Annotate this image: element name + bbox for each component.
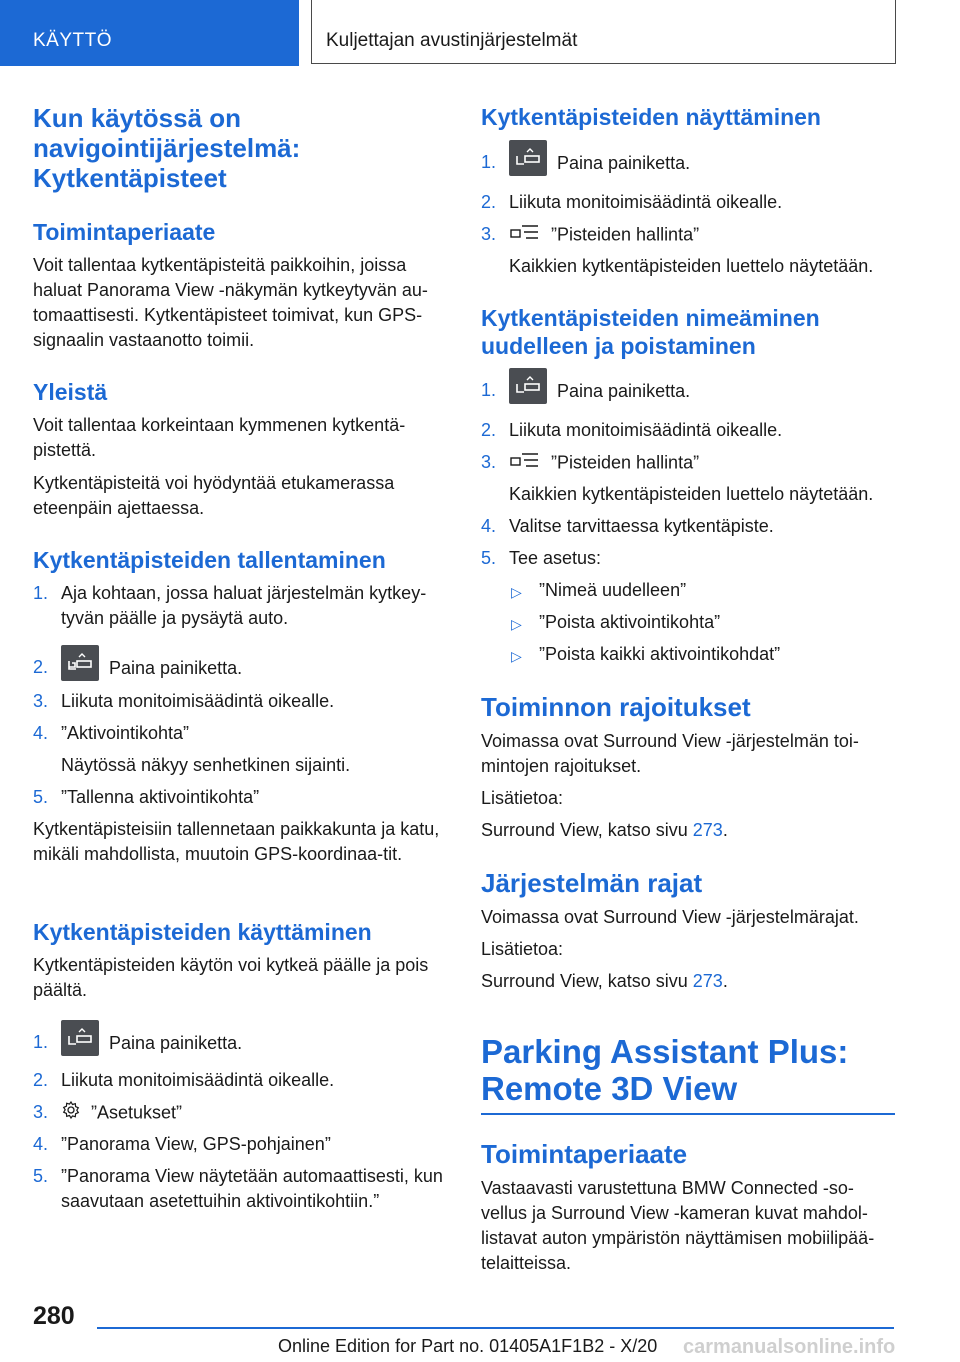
save-heading: Kytkentäpisteiden tallentaminen (33, 547, 386, 573)
camera-button-icon (509, 140, 547, 176)
limits-text: Voimassa ovat Surround View -järjestelmän toi-mintojen rajoitukset. (481, 731, 859, 776)
limits-ref: Surround View, katso sivu 273. (481, 820, 728, 840)
settings-gear-icon (61, 1100, 81, 1127)
header-section-tab (0, 0, 299, 66)
limits-heading: Toiminnon rajoitukset (481, 692, 751, 722)
general-text-2: Kytkentäpisteitä voi hyödyntää etukamerassa eteenpäin ajettaessa. (33, 473, 395, 518)
save-after-text: Kytkentäpisteisiin tallennetaan paikkakunta ja katu, mikäli mahdollista, muutoin GPS-koordinaa-tit. (33, 819, 440, 864)
header-chapter-label: Kuljettajan avustinjärjestelmät (326, 30, 578, 51)
camera-button-icon (61, 645, 99, 681)
bounds-more: Lisätietoa: (481, 939, 564, 959)
limits-more: Lisätietoa: (481, 788, 564, 808)
watermark: carmanualsonline.info (683, 1336, 896, 1358)
principle-text: Voit tallentaa kytkentäpisteitä paikkoihin, joissa haluat Panorama View -näkymän kytkeytyvän au-tomaattisesti. Kytkentäpisteet toimivat, kun GPS-signaalin vastaanotto toimii. (33, 255, 428, 350)
bounds-heading: Järjestelmän rajat (481, 868, 703, 898)
bounds-text: Voimassa ovat Surround View -järjestelmärajat. (481, 907, 859, 927)
footer-edition: Online Edition for Part no. 01405A1F1B2 - X/20 (278, 1336, 658, 1356)
page-number: 280 (33, 1302, 75, 1330)
header-chapter-box (311, 0, 896, 64)
principle-heading: Toimintaperiaate (33, 219, 216, 245)
page-link[interactable]: 273 (692, 820, 723, 840)
use-text: Kytkentäpisteiden käytön voi kytkeä päälle ja pois päältä. (33, 955, 429, 1000)
triangle-bullet-icon: ▷ (511, 616, 522, 632)
parking-title: Parking Assistant Plus: Remote 3D View (481, 1033, 895, 1115)
park-principle-heading: Toimintaperiaate (481, 1139, 688, 1169)
camera-button-icon (509, 368, 547, 404)
show-heading: Kytkentäpisteiden näyttäminen (481, 104, 821, 130)
list-manage-icon (509, 222, 541, 249)
general-heading: Yleistä (33, 379, 108, 405)
triangle-bullet-icon: ▷ (511, 584, 522, 600)
footer-rule (97, 1327, 894, 1329)
camera-button-icon (61, 1020, 99, 1056)
bounds-ref: Surround View, katso sivu 273. (481, 971, 728, 991)
general-text-1: Voit tallentaa korkeintaan kymmenen kytkentä-pistettä. (33, 415, 406, 460)
rename-heading: Kytkentäpisteiden nimeäminen uudelleen ja poistaminen (481, 305, 820, 359)
list-manage-icon (509, 450, 541, 477)
page-title: Kun käytössä on navigointijärjestelmä: Kytkentäpisteet (33, 103, 301, 193)
park-principle-text: Vastaavasti varustettuna BMW Connected -so-vellus ja Surround View -kameran kuvat mahdol-listavat auton ympäristön näyttämisen mobiilipää-telaitteissa. (481, 1178, 875, 1273)
header-section-label: KÄYTTÖ (33, 30, 113, 51)
page-link[interactable]: 273 (692, 971, 723, 991)
use-heading: Kytkentäpisteiden käyttäminen (33, 919, 372, 945)
triangle-bullet-icon: ▷ (511, 648, 522, 664)
